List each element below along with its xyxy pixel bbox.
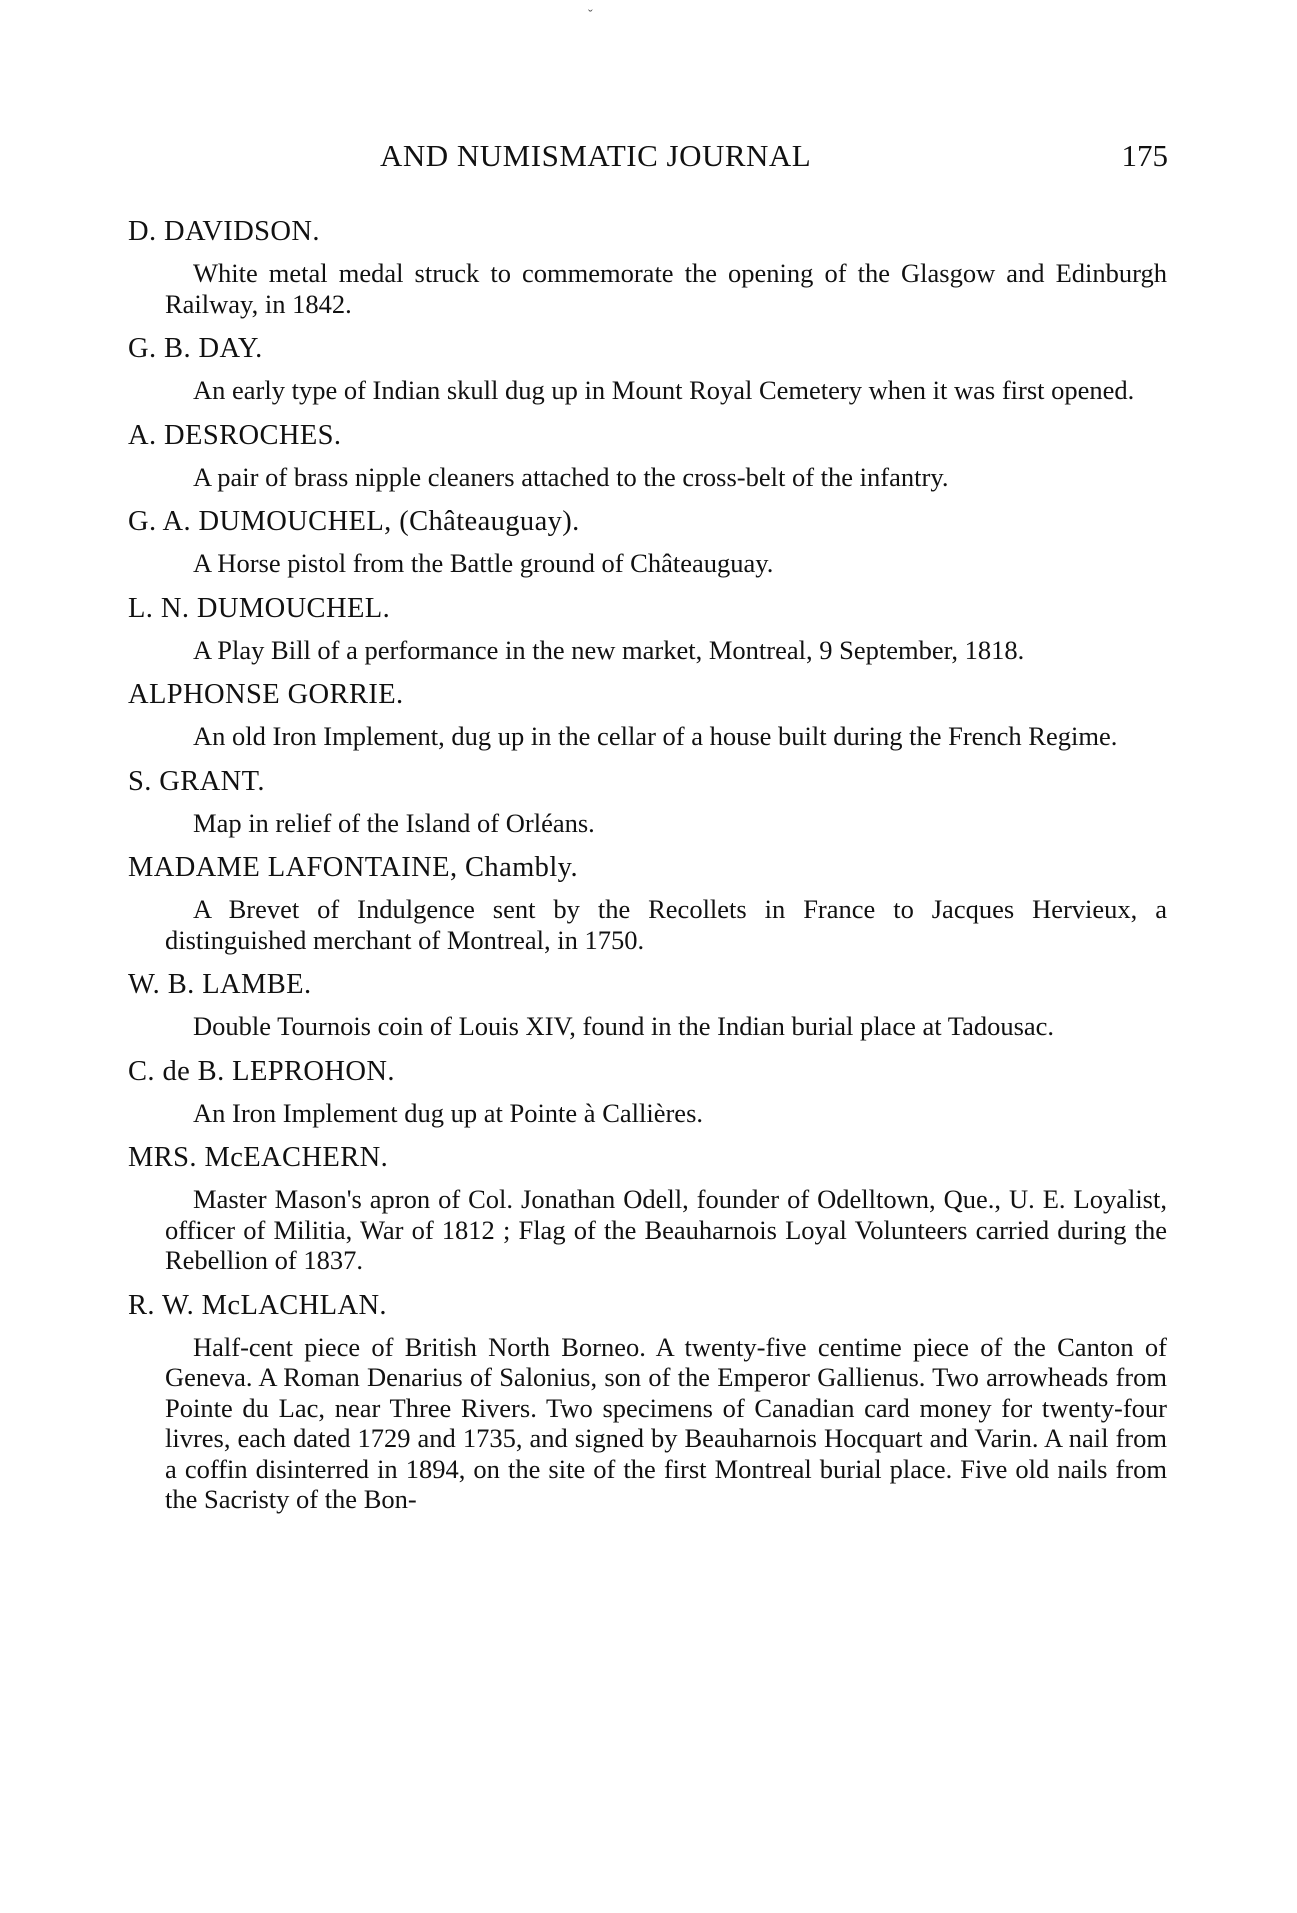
donation-description: A pair of brass nipple cleaners attached to the cross-belt of the infantry. bbox=[193, 461, 949, 492]
donation-description: An early type of Indian skull dug up in Mount Royal Cemetery when it was first opened. bbox=[193, 375, 1135, 405]
donation-description: A Play Bill of a performance in the new market, Montreal, 9 September, 1818. bbox=[193, 634, 1025, 665]
donor-name: MRS. McEACHERN. bbox=[128, 1142, 389, 1173]
donor-name: C. de B. LEPROHON. bbox=[128, 1055, 395, 1087]
donation-entry bbox=[0, 762, 1297, 839]
donor-name: W. B. LAMBE. bbox=[128, 969, 312, 1000]
donation-entry bbox=[0, 675, 1297, 752]
page-top-mark: ˇ bbox=[588, 8, 593, 23]
donation-entry bbox=[0, 502, 1297, 579]
donation-entry bbox=[0, 848, 1297, 955]
donor-name: MADAME LAFONTAINE, Chambly. bbox=[128, 852, 578, 883]
donor-name: A. DESROCHES. bbox=[128, 419, 342, 451]
donor-name: S. GRANT. bbox=[128, 765, 265, 797]
donation-description: A Brevet of Indulgence sent by the Recollets in France to Jacques Hervieux, a distinguished merchant of Montreal, in 1750. bbox=[165, 894, 1167, 955]
donation-description: A Horse pistol from the Battle ground of Châteauguay. bbox=[193, 548, 774, 578]
donation-entry bbox=[0, 1286, 1297, 1515]
donor-name: D. DAVIDSON. bbox=[128, 216, 320, 247]
donation-entry bbox=[0, 965, 1297, 1042]
donor-name: R. W. McLACHLAN. bbox=[128, 1289, 387, 1321]
running-title: AND NUMISMATIC JOURNAL bbox=[380, 138, 812, 173]
donor-name: G. A. DUMOUCHEL, (Châteauguay). bbox=[128, 506, 580, 537]
donation-entry bbox=[0, 416, 1297, 493]
donor-name: G. B. DAY. bbox=[128, 333, 263, 364]
donation-entry bbox=[0, 589, 1297, 666]
donation-entry bbox=[0, 329, 1297, 406]
donation-entry bbox=[0, 1138, 1297, 1276]
donation-list bbox=[0, 212, 1297, 1525]
donation-description: Master Mason's apron of Col. Jonathan Odell, founder of Odelltown, Que., U. E. Loyalist, officer of Militia, War of 1812 ; Flag of the Beauharnois Loyal Volunteers carried during the Rebellion of 1837. bbox=[165, 1184, 1167, 1275]
donation-entry bbox=[0, 1052, 1297, 1129]
donation-entry bbox=[0, 212, 1297, 319]
running-header bbox=[128, 138, 1168, 178]
donation-description: An Iron Implement dug up at Pointe à Callières. bbox=[193, 1097, 704, 1128]
donation-description: Half-cent piece of British North Borneo. A twenty-five centime piece of the Canton of Geneva. A Roman Denarius of Salonius, son of the Emperor Gallienus. Two arrowheads from Pointe du Lac, near Three Rivers. Two specimens of Canadian card money for twenty-four livres, each dated 1729 and 1735, and signed by Beauharnois Hocquart and Varin. A nail from a coffin disinterred in 1894, on the site of the first Montreal burial place. Five old nails from the Sacristy of the Bon- bbox=[165, 1331, 1167, 1514]
donation-description: White metal medal struck to commemorate the opening of the Glasgow and Edinburgh Railway, in 1842. bbox=[165, 258, 1167, 319]
donor-name: L. N. DUMOUCHEL. bbox=[128, 592, 391, 624]
donation-description: Double Tournois coin of Louis XIV, found in the Indian burial place at Tadousac. bbox=[193, 1011, 1055, 1041]
donation-description: Map in relief of the Island of Orléans. bbox=[193, 807, 595, 838]
donor-name: ALPHONSE GORRIE. bbox=[128, 679, 404, 710]
donation-description: An old Iron Implement, dug up in the cellar of a house built during the French Regime. bbox=[193, 721, 1118, 751]
page-number: 175 bbox=[1121, 138, 1168, 173]
